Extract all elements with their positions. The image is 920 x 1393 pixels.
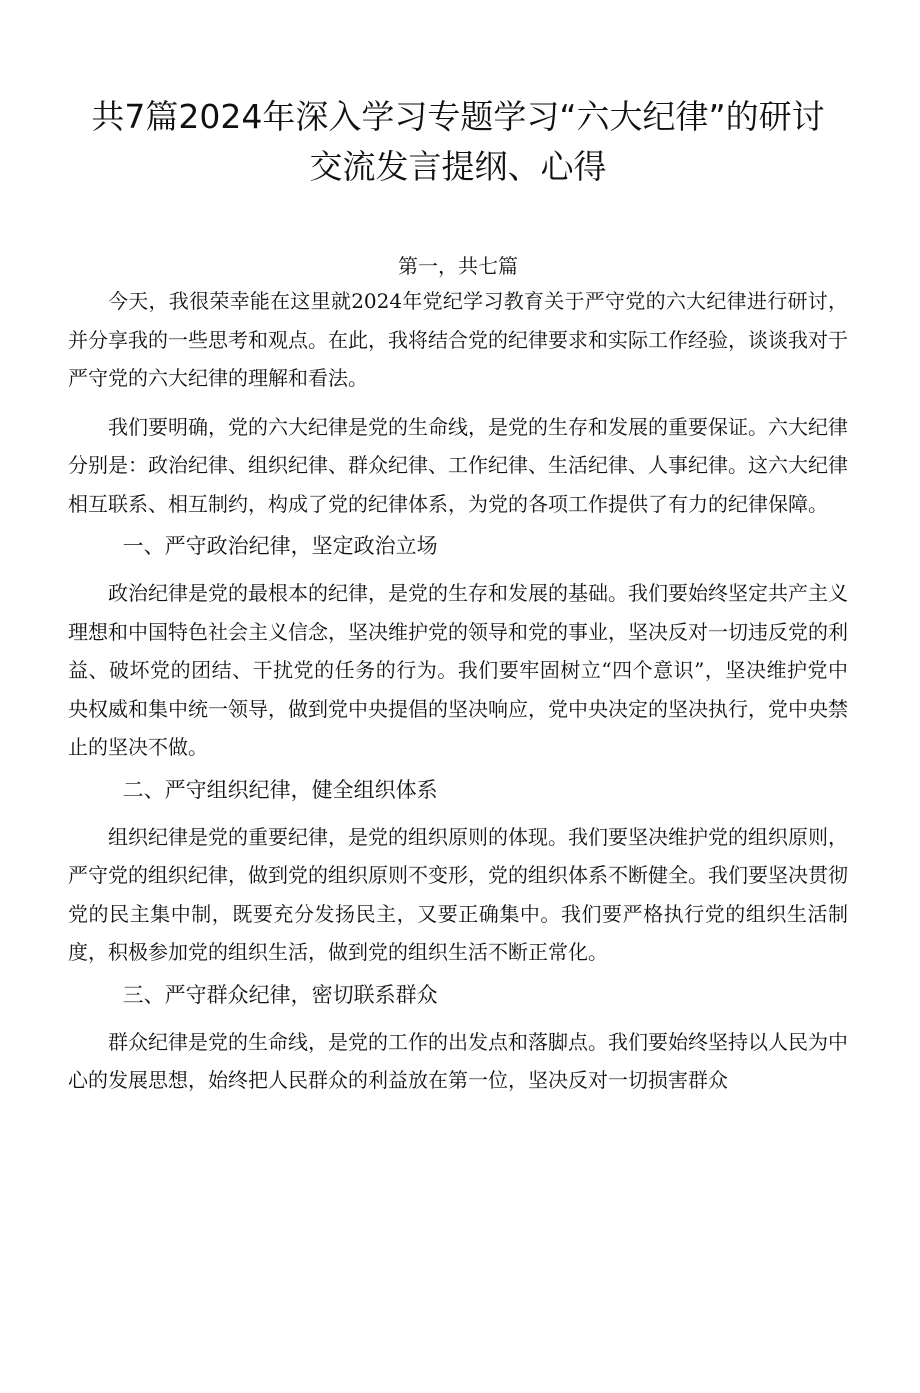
intro-paragraph: 我们要明确，党的六大纪律是党的生命线，是党的生存和发展的重要保证。六大纪律分别是：政治纪律、组织纪律、群众纪律、工作纪律、生活纪律、人事纪律。这六大纪律相互联系、相互制约，构成了党的纪律体系，为党的各项工作提供了有力的纪律保障。 [68, 414, 848, 516]
section-heading: 二、严守组织纪律，健全组织体系 [122, 777, 438, 802]
section-heading: 三、严守群众纪律，密切联系群众 [122, 982, 438, 1007]
section-paragraph: 组织纪律是党的重要纪律，是党的组织原则的体现。我们要坚决维护党的组织原则，严守党的组织纪律，做到党的组织原则不变形，党的组织体系不断健全。我们要坚决贯彻党的民主集中制，既要充分发扬民主，又要正确集中。我们要严格执行党的组织生活制度，积极参加党的组织生活，做到党的组织生活不断正常化。 [68, 824, 848, 964]
intro-paragraph: 今天，我很荣幸能在这里就2024年党纪学习教育关于严守党的六大纪律进行研讨，并分享我的一些思考和观点。在此，我将结合党的纪律要求和实际工作经验，谈谈我对于严守党的六大纪律的理解和看法。 [68, 289, 848, 390]
section-heading: 一、严守政治纪律，坚定政治立场 [122, 534, 438, 558]
section-paragraph: 群众纪律是党的生命线，是党的工作的出发点和落脚点。我们要始终坚持以人民为中心的发展思想，始终把人民群众的利益放在第一位，坚决反对一切损害群众 [68, 1029, 848, 1092]
document-subtitle: 第一，共七篇 [398, 254, 518, 278]
section-paragraph: 政治纪律是党的最根本的纪律，是党的生存和发展的基础。我们要始终坚定共产主义理想和中国特色社会主义信念，坚决维护党的领导和党的事业，坚决反对一切违反党的利益、破坏党的团结、干扰党的任务的行为。我们要牢固树立“四个意识”，坚决维护党中央权威和集中统一领导，做到党中央提倡的坚决响应，党中央决定的坚决执行，党中央禁止的坚决不做。 [68, 581, 848, 759]
document-page [0, 92, 920, 1393]
document-title: 共7篇2024年深入学习专题学习“六大纪律”的研讨交流发言提纲、心得 [91, 97, 825, 186]
